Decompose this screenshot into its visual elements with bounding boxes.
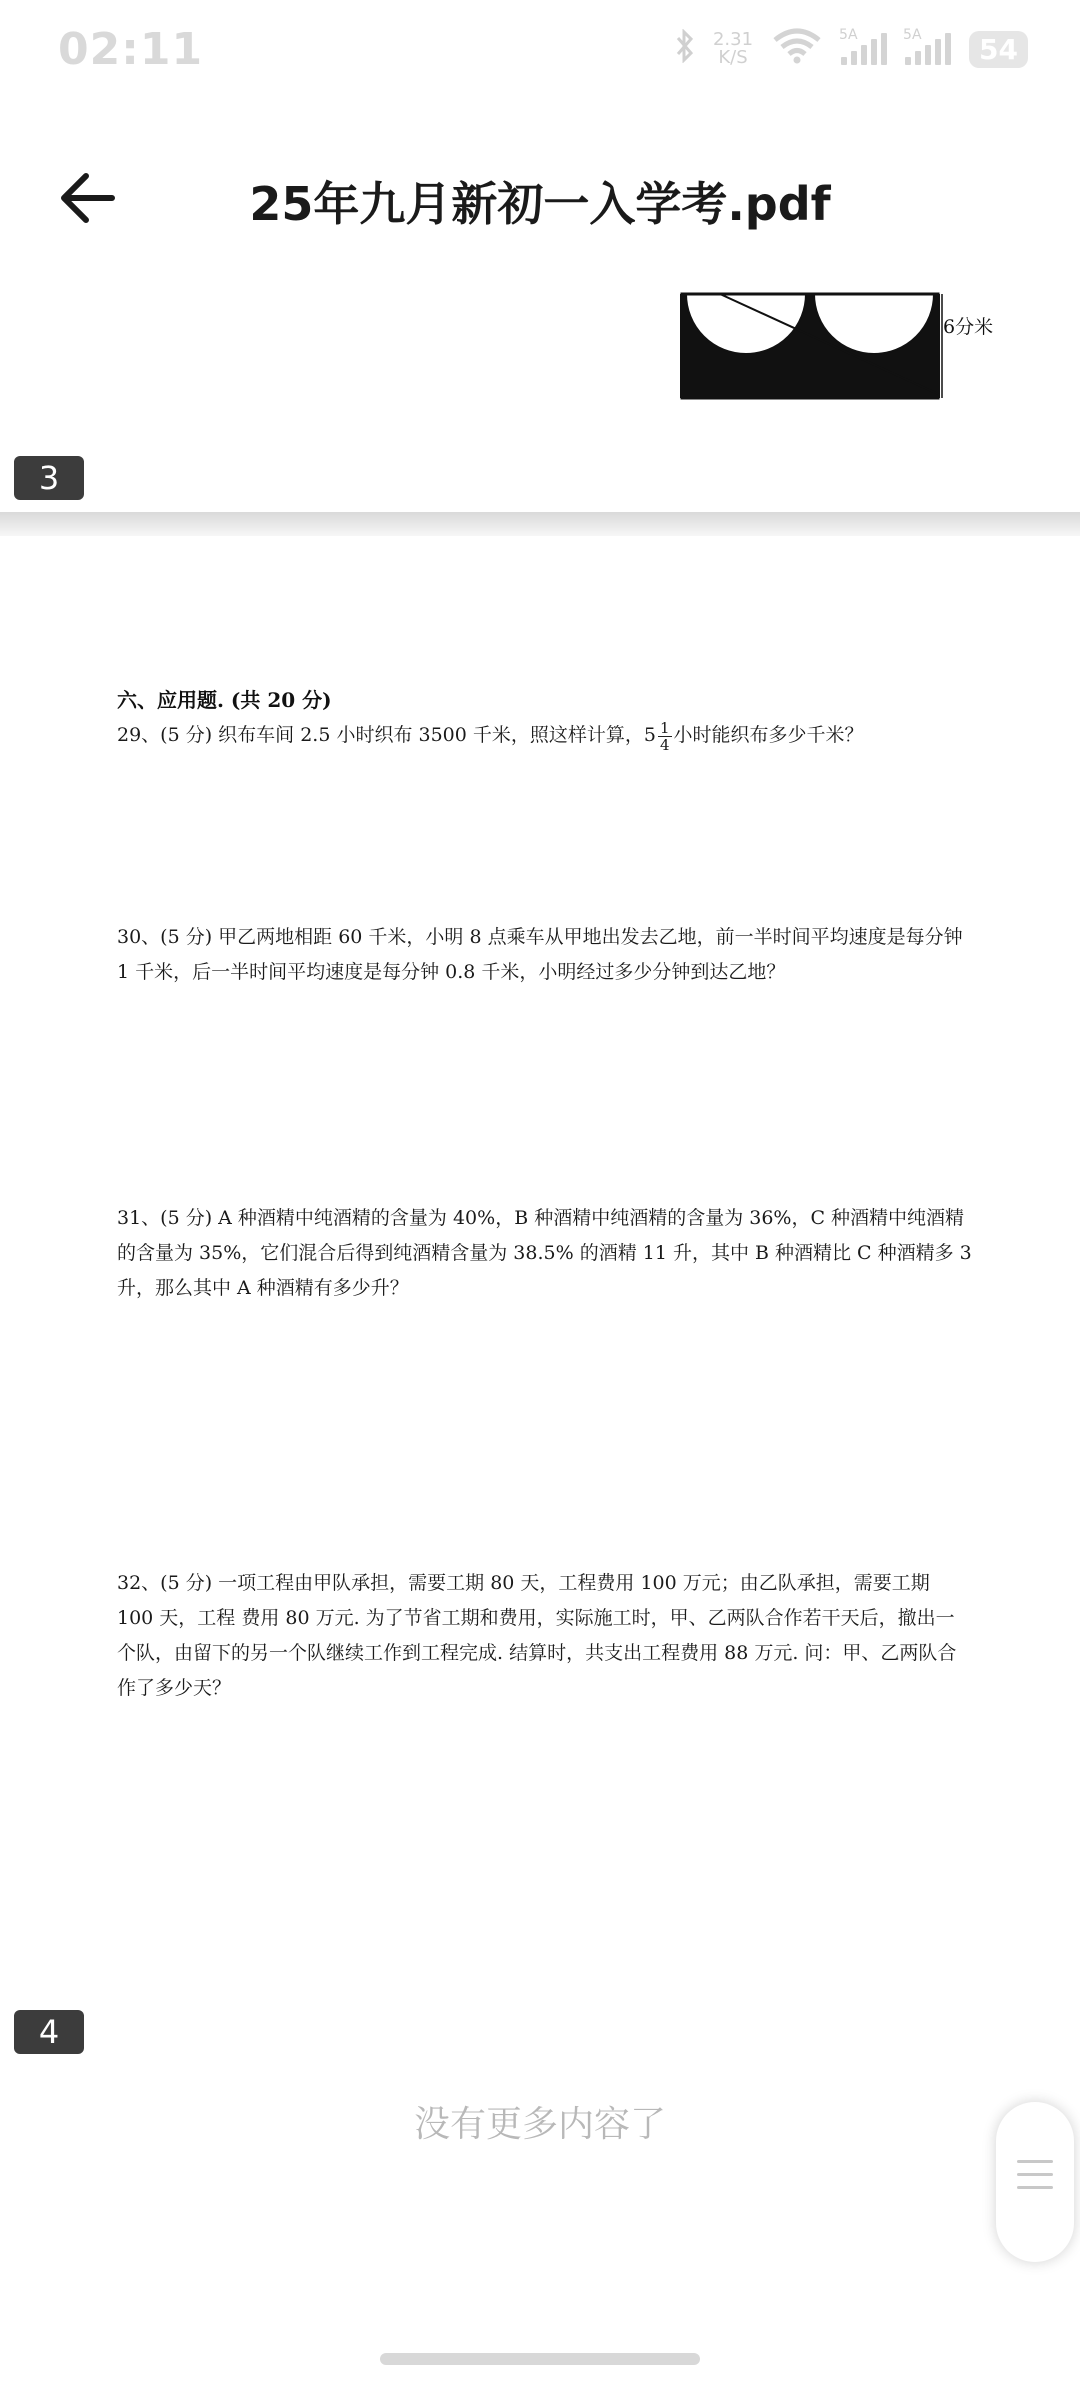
pdf-page-4 (0, 536, 1080, 2066)
app-header (0, 140, 1080, 250)
no-more-content-label: 没有更多内容了 (413, 2104, 666, 2145)
bluetooth-icon (675, 29, 695, 69)
figure-dimension-label: 6分米 (943, 316, 994, 338)
status-bar (0, 0, 1080, 110)
page-number-badge: 4 (14, 2010, 84, 2054)
mixed-fraction: $\frac{1}{4}$ (660, 718, 670, 754)
section-title: 六、应用题. (共 20 分) (117, 688, 332, 712)
geometry-figure (680, 280, 1000, 400)
status-icons (675, 28, 1028, 70)
question-32: 32、(5 分) 一项工程由甲队承担，需要工期 80 天，工程费用 100 万元；由乙队承担，需要工期 100 天，工程 费用 80 万元. 为了节省工期和费用，实际施工时，甲、乙两队合作若干天后，撤出一个队，由留下的另一个队继续工作到工程完成. 结算时，共支出工程费用 88 万元. 问：甲、乙两队合作了多少天？ (117, 1572, 957, 1699)
end-of-document (0, 2066, 1080, 2387)
network-speed: 2.31 K/S (712, 29, 754, 68)
signal-strength-icon-2: 5A (905, 33, 951, 65)
question-31: 31、(5 分) A 种酒精中纯酒精的含量为 40%，B 种酒精中纯酒精的含量为 36%，C 种酒精中纯酒精的含量为 35%，它们混合后得到纯酒精含量为 38.5% 的酒精 11 升，其中 B 种酒精比 C 种酒精多 3 升，那么其中 A 种酒精有多少升？ (117, 1207, 972, 1299)
signal-strength-icon: 5A (841, 33, 887, 65)
wifi-icon (771, 28, 823, 70)
status-time: 02:11 (58, 24, 204, 75)
menu-lines-icon (1017, 2160, 1053, 2199)
document-title: 25年九月新初一入学考.pdf (249, 177, 831, 231)
floating-menu-button[interactable] (996, 2102, 1074, 2262)
pdf-page-3 (0, 270, 1080, 515)
question-29: 29、(5 分) 织布车间 2.5 小时织布 3500 千米，照这样计算，5 $\frac{1}{4}$ 小时能织布多少千米？ (117, 718, 864, 754)
home-indicator[interactable] (380, 2353, 700, 2365)
battery-indicator: 54 (969, 31, 1028, 68)
page-number-badge: 3 (14, 456, 84, 500)
page-divider (0, 512, 1080, 536)
question-30: 30、(5 分) 甲乙两地相距 60 千米，小明 8 点乘车从甲地出发去乙地，前一半时间平均速度是每分钟 1 千米，后一半时间平均速度是每分钟 0.8 千米，小明经过多少分钟到达乙地？ (117, 926, 963, 983)
